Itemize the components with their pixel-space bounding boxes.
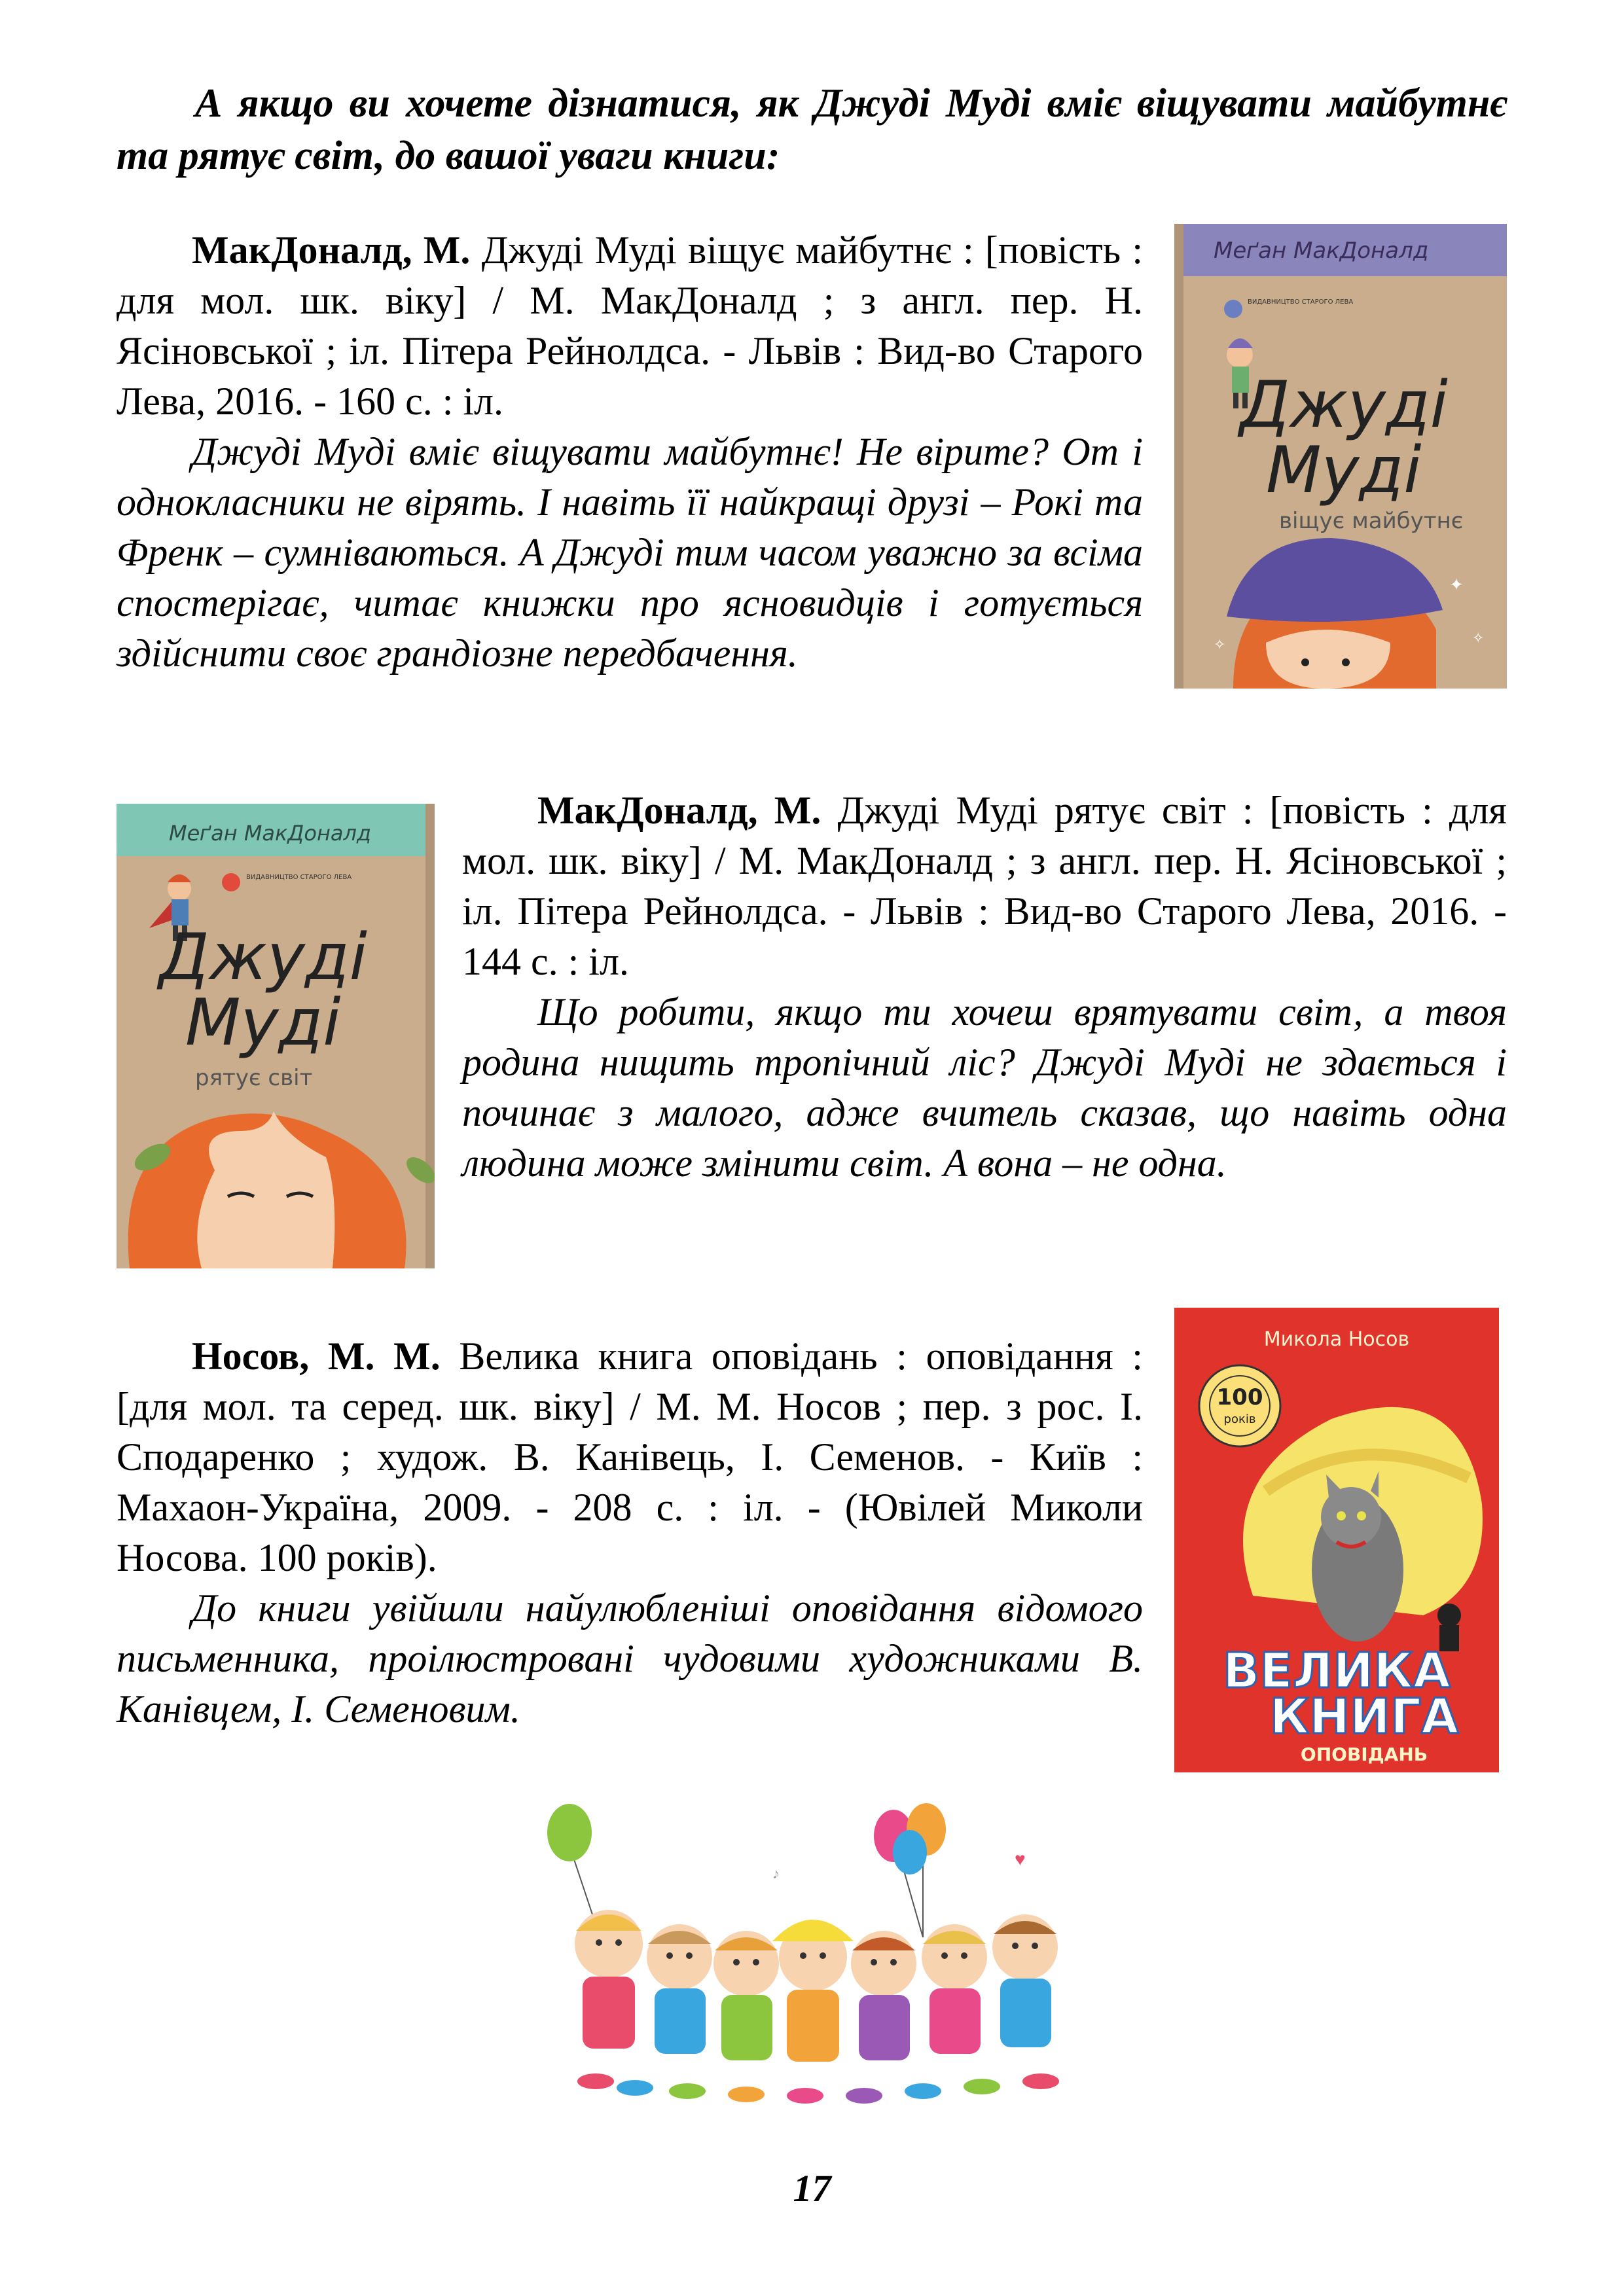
bibliographic-citation (462, 785, 1507, 987)
citation-text: Джуді Муді рятує світ : [повість : для мол. шк. віку] / М. МакДоналд ; з англ. пер. Н. Ясіновської ; іл. Пітера Рейнолдса. - Львів : Вид-во Старого Лева, 2016. - 144 с. : іл. (462, 789, 1507, 983)
bibliographic-citation (117, 1331, 1143, 1583)
book-annotation: Джуді Муді вміє віщувати майбутнє! Не вірите? От і однокласники не вірять. І навіть її найкращі друзі – Рокі та Френк – сумніваються. А Джуді тим часом уважно за всіма спостерігає, читає книжки про ясновидців і готується здійснити своє грандіозне передбачення. (117, 430, 1143, 675)
badge-text: років (1223, 1412, 1256, 1426)
children-with-balloons-illustration (530, 1793, 1119, 2121)
citation-text: Велика книга оповідань : оповідання : [для мол. та серед. шк. віку] / М. М. Носов ; пер. з рос. І. Сподаренко ; худож. В. Канівець, І. Семенов. - Київ : Махаон-Україна, 2009. - 208 с. : іл. - (Ювілей Миколи Носова. 100 років). (117, 1335, 1143, 1579)
badge-number: 100 (1216, 1384, 1263, 1410)
cover-title-line-2: Муді (185, 986, 341, 1060)
book-author: МакДоналд, М. (192, 228, 471, 272)
book-annotation: Що робити, якщо ти хочеш врятувати світ, а твоя родина нищить тропічний ліс? Джуді Муді не здається і починає з малого, адже вчитель сказав, що навіть одна людина може змінити світ. А вона – не одна. (462, 990, 1507, 1185)
svg-text:♥: ♥ (1015, 1850, 1026, 1870)
svg-text:♪: ♪ (772, 1865, 780, 1882)
cover-title-line-1: ВЕЛИКА (1222, 1643, 1451, 1699)
citation-text: Джуді Муді віщує майбутнє : [повість : для мол. шк. віку] / М. МакДоналд ; з англ. пер. Н. Ясіновської ; іл. Пітера Рейнолдса. - Львів : Вид-во Старого Лева, 2016. - 160 с. : іл. (117, 228, 1143, 423)
cover-publisher-label: ВИДАВНИЦТВО СТАРОГО ЛЕВА (1248, 298, 1354, 306)
book-entry-3 (117, 1331, 1143, 1734)
svg-text:✧: ✧ (1214, 636, 1226, 653)
bibliographic-citation (117, 225, 1143, 427)
cover-subtitle: рятує світ (195, 1065, 313, 1091)
cover-author-label: Меґан МакДоналд (1214, 238, 1429, 264)
cover-title-line-1: Джуді (1240, 368, 1448, 442)
page-number: 17 (793, 2167, 831, 2210)
cover-subtitle: віщує майбутнє (1279, 508, 1464, 534)
cover-publisher-label: ВИДАВНИЦТВО СТАРОГО ЛЕВА (246, 874, 352, 881)
book-author: Носов, М. М. (192, 1335, 441, 1378)
book-cover-judy-moody-predicts (1174, 224, 1507, 689)
intro-heading: А якщо ви хочете дізнатися, як Джуді Муді вміє віщувати майбутнє та рятує світ, до вашої уваги книги: (117, 81, 1507, 178)
cover-title-line-2: КНИГА (1269, 1689, 1459, 1745)
book-author: МакДоналд, М. (537, 789, 821, 832)
cover-title-line-2: Муді (1266, 433, 1422, 508)
svg-text:✧: ✧ (1472, 630, 1485, 646)
cover-title-line-1: Джуді (159, 920, 367, 995)
svg-text:✦: ✦ (1449, 575, 1464, 594)
book-cover-big-book-of-stories (1174, 1308, 1499, 1772)
cover-author-label: Меґан МакДоналд (169, 821, 372, 846)
cover-subtitle: ОПОВІДАНЬ (1300, 1744, 1428, 1765)
anniversary-badge (1199, 1365, 1280, 1446)
book-entry-1 (117, 225, 1143, 679)
book-annotation: До книги увійшли найулюбленіші оповідання відомого письменника, проілюстровані чудовими художниками В. Канівцем, І. Семеновим. (117, 1587, 1143, 1731)
book-cover-judy-moody-saves-the-world (117, 804, 435, 1268)
book-entry-2 (462, 785, 1507, 1189)
cover-author-label: Микола Носов (1263, 1328, 1410, 1351)
